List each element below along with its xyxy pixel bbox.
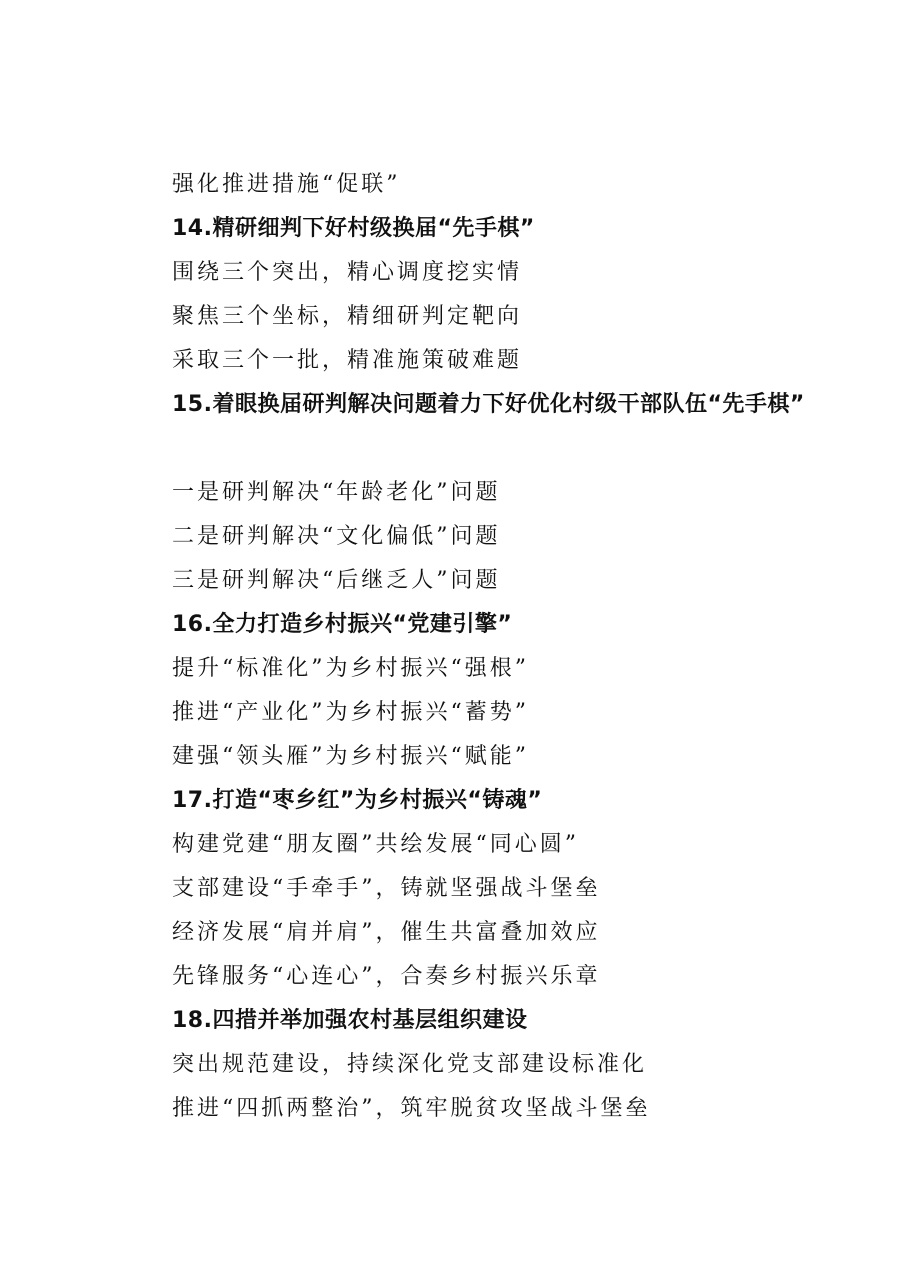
list-item: 采取三个一批，精准施策破难题	[172, 348, 523, 373]
list-item: 围绕三个突出，精心调度挖实情	[172, 260, 523, 285]
list-item: 强化推进措施“促联”	[172, 172, 401, 197]
list-item: 聚焦三个坐标，精细研判定靶向	[172, 304, 523, 329]
list-item: 三是研判解决“后继乏人”问题	[172, 568, 501, 593]
list-item: 经济发展“肩并肩”，催生共富叠加效应	[172, 920, 601, 945]
list-item: 推进“四抓两整治”，筑牢脱贫攻坚战斗堡垒	[172, 1096, 651, 1121]
list-item: 提升“标准化”为乡村振兴“强根”	[172, 656, 529, 681]
list-item: 构建党建“朋友圈”共绘发展“同心圆”	[172, 832, 579, 857]
list-item: 推进“产业化”为乡村振兴“蓄势”	[172, 700, 529, 725]
list-item: 二是研判解决“文化偏低”问题	[172, 524, 501, 549]
section-heading-18: 18.四措并举加强农村基层组织建设	[172, 1008, 528, 1033]
section-heading-17: 17.打造“枣乡红”为乡村振兴“铸魂”	[172, 788, 543, 813]
document-body	[124, 163, 814, 1131]
list-item: 支部建设“手牵手”，铸就坚强战斗堡垒	[172, 876, 601, 901]
list-item: 建强“领头雁”为乡村振兴“赋能”	[172, 744, 529, 769]
section-heading-15: 15.着眼换届研判解决问题着力下好优化村级干部队伍“先手棋”	[172, 392, 805, 417]
list-item: 一是研判解决“年龄老化”问题	[172, 480, 501, 505]
list-item: 先锋服务“心连心”，合奏乡村振兴乐章	[172, 964, 601, 989]
list-item: 突出规范建设，持续深化党支部建设标准化	[172, 1052, 648, 1077]
section-heading-16: 16.全力打造乡村振兴“党建引擎”	[172, 612, 513, 637]
section-heading-14: 14.精研细判下好村级换届“先手棋”	[172, 216, 535, 241]
